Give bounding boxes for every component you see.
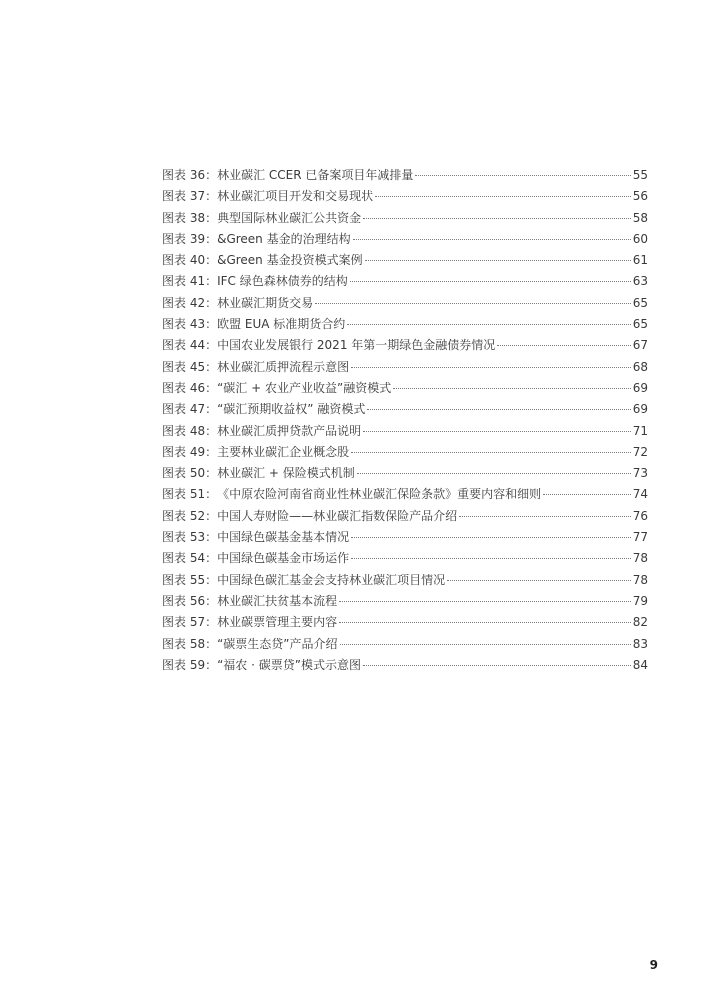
table-of-figures [162, 165, 648, 676]
toc-entry-page: 60 [632, 231, 648, 246]
toc-entry-label: 图表 47： [162, 402, 218, 417]
toc-entry-title: 主要林业碳汇企业概念股 [217, 444, 350, 459]
dot-leader [365, 260, 631, 261]
dot-leader [351, 452, 631, 453]
toc-entry-page: 74 [632, 487, 648, 502]
dot-leader [543, 494, 631, 495]
toc-entry[interactable] [162, 634, 648, 655]
toc-entry-title: IFC 绿色森林债券的结构 [217, 274, 348, 289]
toc-entry-title: 中国绿色碳汇基金会支持林业碳汇项目情况 [217, 572, 446, 587]
toc-entry-label: 图表 56： [162, 593, 218, 608]
toc-entry-title: 林业碳汇 CCER 已备案项目年减排量 [217, 168, 414, 182]
dot-leader [351, 367, 631, 368]
dot-leader [357, 473, 631, 474]
toc-entry-label: 图表 50： [162, 466, 218, 481]
toc-entry[interactable] [162, 506, 648, 527]
dot-leader [353, 239, 631, 240]
toc-entry-page: 69 [632, 402, 648, 417]
toc-entry-label: 图表 39： [162, 231, 218, 246]
dot-leader [339, 622, 631, 623]
toc-entry-page: 63 [632, 274, 648, 289]
toc-entry-page: 83 [632, 636, 648, 651]
toc-entry-label: 图表 46： [162, 380, 218, 395]
page-number: 9 [649, 958, 658, 972]
dot-leader [497, 345, 630, 346]
toc-entry[interactable] [162, 484, 648, 505]
toc-entry-title: “碳汇 + 农业产业收益”融资模式 [217, 380, 392, 395]
toc-entry-page: 56 [632, 189, 648, 204]
toc-entry[interactable] [162, 271, 648, 292]
toc-entry-title: 《中原农险河南省商业性林业碳汇保险条款》重要内容和细则 [217, 487, 542, 502]
toc-entry-label: 图表 59： [162, 657, 218, 672]
toc-entry-label: 图表 54： [162, 551, 218, 566]
toc-entry-page: 65 [632, 317, 648, 332]
toc-entry-label: 图表 36： [162, 168, 218, 182]
toc-entry[interactable] [162, 655, 648, 676]
toc-entry[interactable] [162, 165, 648, 186]
toc-entry-title: 林业碳汇扶贫基本流程 [217, 593, 338, 608]
toc-entry-label: 图表 37： [162, 189, 218, 204]
toc-entry-title: “碳汇预期收益权” 融资模式 [217, 402, 366, 417]
toc-entry-label: 图表 40： [162, 253, 218, 268]
toc-entry-title: 林业碳汇期货交易 [217, 295, 314, 310]
toc-entry-page: 55 [632, 168, 648, 182]
toc-entry-page: 77 [632, 530, 648, 545]
toc-entry-page: 84 [632, 657, 648, 672]
toc-entry-label: 图表 48： [162, 423, 218, 438]
toc-entry-page: 65 [632, 295, 648, 310]
toc-entry-page: 73 [632, 466, 648, 481]
toc-entry[interactable] [162, 229, 648, 250]
dot-leader [350, 281, 631, 282]
toc-entry[interactable] [162, 378, 648, 399]
toc-entry-page: 61 [632, 253, 648, 268]
dot-leader [367, 409, 630, 410]
dot-leader [351, 537, 631, 538]
toc-entry-label: 图表 57： [162, 615, 218, 630]
toc-entry-page: 71 [632, 423, 648, 438]
toc-entry-label: 图表 38： [162, 210, 218, 225]
toc-entry-page: 82 [632, 615, 648, 630]
toc-entry-label: 图表 42： [162, 295, 218, 310]
toc-entry-page: 79 [632, 593, 648, 608]
toc-entry-title: 林业碳汇质押贷款产品说明 [217, 423, 362, 438]
toc-entry-label: 图表 51： [162, 487, 218, 502]
toc-entry-title: 欧盟 EUA 标准期货合约 [217, 317, 346, 332]
toc-entry[interactable] [162, 421, 648, 442]
toc-entry[interactable] [162, 570, 648, 591]
toc-entry-page: 72 [632, 444, 648, 459]
toc-entry-page: 78 [632, 572, 648, 587]
toc-entry[interactable] [162, 442, 648, 463]
dot-leader [363, 218, 631, 219]
toc-entry-title: 中国绿色碳基金市场运作 [217, 551, 350, 566]
dot-leader [351, 558, 631, 559]
toc-entry[interactable] [162, 250, 648, 271]
dot-leader [393, 388, 631, 389]
toc-entry[interactable] [162, 186, 648, 207]
toc-entry-title: “福农 · 碳票贷”模式示意图 [217, 657, 361, 672]
toc-entry[interactable] [162, 208, 648, 229]
dot-leader [339, 601, 631, 602]
toc-entry[interactable] [162, 591, 648, 612]
toc-entry-page: 76 [632, 508, 648, 523]
dot-leader [447, 580, 631, 581]
dot-leader [363, 665, 631, 666]
toc-entry[interactable] [162, 612, 648, 633]
toc-entry[interactable] [162, 399, 648, 420]
toc-entry-title: 林业碳汇项目开发和交易现状 [217, 189, 374, 204]
toc-entry-label: 图表 41： [162, 274, 218, 289]
dot-leader [340, 644, 631, 645]
toc-entry[interactable] [162, 357, 648, 378]
toc-entry-label: 图表 45： [162, 359, 218, 374]
toc-entry-title: 中国农业发展银行 2021 年第一期绿色金融债券情况 [217, 338, 496, 353]
toc-entry-title: &Green 基金的治理结构 [217, 231, 351, 246]
toc-entry-label: 图表 49： [162, 444, 218, 459]
toc-entry-label: 图表 55： [162, 572, 218, 587]
toc-entry-title: 林业碳票管理主要内容 [217, 615, 338, 630]
toc-entry-label: 图表 52： [162, 508, 218, 523]
toc-entry-page: 78 [632, 551, 648, 566]
toc-entry-label: 图表 53： [162, 530, 218, 545]
toc-entry[interactable] [162, 548, 648, 569]
dot-leader [375, 196, 631, 197]
toc-entry-title: “碳票生态贷”产品介绍 [217, 636, 338, 651]
toc-entry-title: 林业碳汇 + 保险模式机制 [217, 466, 355, 481]
toc-entry[interactable] [162, 335, 648, 356]
toc-entry-title: 典型国际林业碳汇公共资金 [217, 210, 362, 225]
toc-entry-label: 图表 43： [162, 317, 218, 332]
dot-leader [347, 324, 630, 325]
toc-entry-title: 林业碳汇质押流程示意图 [217, 359, 350, 374]
dot-leader [363, 431, 631, 432]
toc-entry[interactable] [162, 314, 648, 335]
toc-entry-title: &Green 基金投资模式案例 [217, 253, 363, 268]
toc-entry-page: 69 [632, 380, 648, 395]
toc-entry-page: 68 [632, 359, 648, 374]
dot-leader [415, 175, 630, 176]
toc-entry[interactable] [162, 527, 648, 548]
toc-entry[interactable] [162, 463, 648, 484]
toc-entry[interactable] [162, 293, 648, 314]
toc-entry-page: 58 [632, 210, 648, 225]
toc-entry-label: 图表 58： [162, 636, 218, 651]
toc-entry-title: 中国人寿财险——林业碳汇指数保险产品介绍 [217, 508, 458, 523]
toc-entry-title: 中国绿色碳基金基本情况 [217, 530, 350, 545]
dot-leader [459, 516, 631, 517]
dot-leader [315, 303, 631, 304]
toc-entry-page: 67 [632, 338, 648, 353]
toc-entry-label: 图表 44： [162, 338, 218, 353]
